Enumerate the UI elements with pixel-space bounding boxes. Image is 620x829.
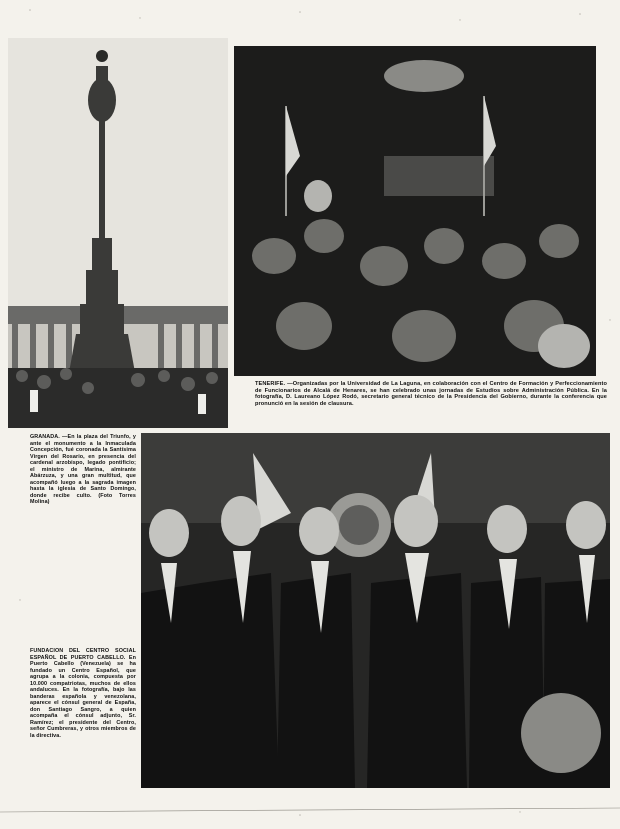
- granada-caption: [30, 434, 136, 506]
- granada-caption-lead: GRANADA.: [30, 434, 60, 440]
- puerto-cabello-caption-lead: FUNDACION DEL CENTRO SOCIAL ESPAÑOL DE PUERTO CABELLO.: [30, 648, 136, 661]
- tenerife-caption-lead: TENERIFE.: [255, 381, 286, 387]
- tenerife-conference-photo: [234, 46, 596, 376]
- granada-monument-photo: [8, 38, 228, 428]
- puerto-cabello-caption-text: En Puerto Cabello (Venezuela) se ha fundado un Centro Español, que agrupa a la colonia, compuesta por 10.000 compatriotas, muchos de ellos andaluces. En la fotografía, bajo las banderas española y venezolana, aparece el cónsul general de España, don Santiago Sangro, a quien acompaña el cónsul adjunto, Sr. Ramírez; el presidente del Centro, señor Cumbreras, y otros miembros de la directiva.: [30, 654, 136, 739]
- tenerife-caption: [255, 381, 607, 407]
- tenerife-caption-text: —Organizadas por la Universidad de La Laguna, en colaboración con el Centro de Formación y Perfeccionamiento de Funcionarios de Alcalá de Henares, se han celebrado unas jornadas de Estudios sobre Administración Pública. En la fotografía, D. Laureano López Rodó, secretario general técnico de la Presidencia del Gobierno, durante la conferencia que pronunció en la sesión de clausura.: [255, 381, 607, 407]
- puerto-cabello-caption: [30, 648, 136, 739]
- puerto-cabello-group-photo: [141, 433, 610, 788]
- granada-caption-text: —En la plaza del Triunfo, y ante el monumento a la Inmaculada Concepción, fué coronada la Santísima Virgen del Rosario, en presencia del cardenal arzobispo, legado pontificio; el ministro de Marina, almirante Abárzuza, y una gran multitud, que acompañó luego a la sagrada imagen hasta la iglesia de Santo Domingo, donde recibe culto. (Foto Torres Molina): [30, 434, 136, 505]
